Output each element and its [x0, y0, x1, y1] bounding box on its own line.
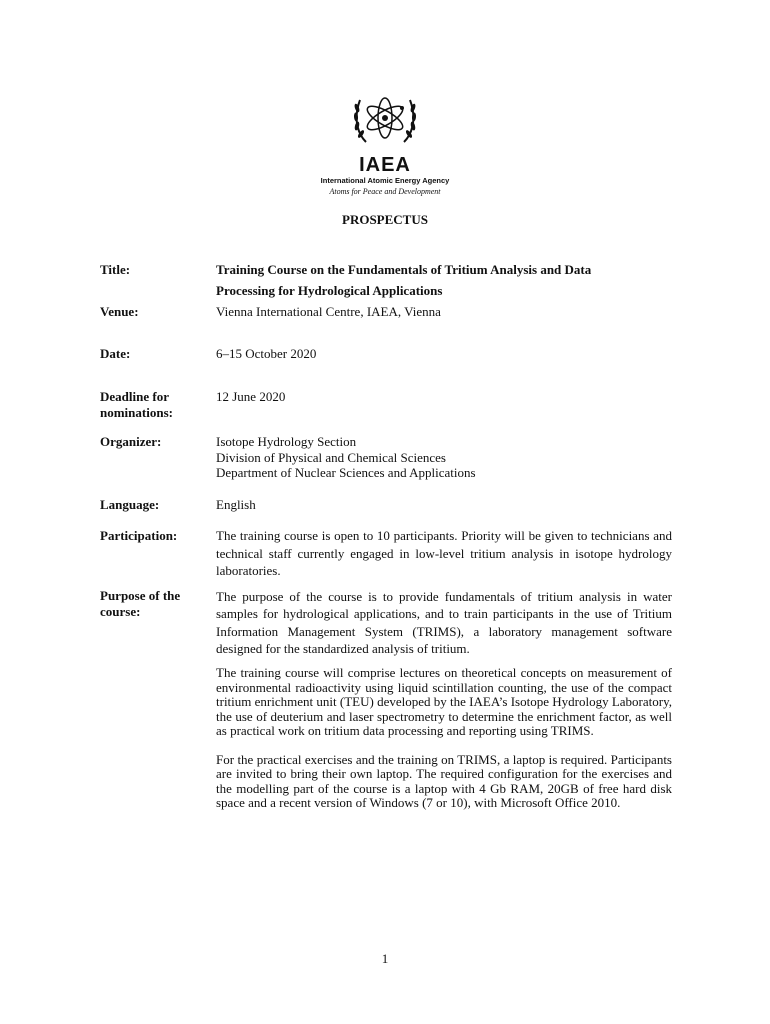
field-organizer-value — [216, 434, 672, 481]
organizer-line: Division of Physical and Chemical Sciences — [216, 449, 446, 465]
logo-acronym: IAEA — [359, 154, 411, 176]
document-title: PROSPECTUS — [342, 212, 428, 227]
field-deadline-label-line-2: nominations: — [100, 404, 173, 420]
field-date-label: Date: — [100, 346, 131, 361]
field-purpose-label — [100, 588, 205, 620]
field-deadline-label-line-1: Deadline for — [100, 389, 169, 404]
field-participation-label: Participation: — [100, 528, 178, 543]
field-title-value — [216, 262, 672, 298]
field-language-label: Language: — [100, 497, 160, 512]
page-number: 1 — [381, 951, 389, 966]
atom-emblem-icon — [352, 86, 418, 152]
field-purpose-label-line-2: course: — [100, 604, 141, 619]
iaea-logo — [300, 86, 470, 198]
course-title-line-2: Processing for Hydrological Applications — [216, 282, 443, 298]
organizer-line: Department of Nuclear Sciences and Applications — [216, 465, 476, 480]
course-title-line-1: Training Course on the Fundamentals of Tritium Analysis and Data — [216, 262, 592, 277]
purpose-paragraph: The purpose of the course is to provide fundamentals of tritium analysis in water samples for hydrological applications, and to train participants in the use of Tritium Information Management System (TRIMS), a laboratory management software designed for the standardized analysis of tritium. — [216, 589, 672, 656]
logo-tagline: Atoms for Peace and Development — [329, 187, 441, 196]
field-language-value: English — [216, 497, 256, 512]
purpose-paragraph: The training course will comprise lectures on theoretical concepts on measurement of environmental radioactivity using liquid scintillation counting, the use of the compact tritium enrichment unit (TEU) developed by the IAEA’s Isotope Hydrology Laboratory, the use of deuterium and laser spectrometry to determine the enrichment factor, as well as practical work on tritium data processing and reporting using TRIMS. — [216, 665, 672, 739]
purpose-paragraph: For the practical exercises and the training on TRIMS, a laptop is required. Participants are invited to bring their own laptop. The required configuration for the exercises and the modelling part of the course is a laptop with 4 Gb RAM, 20GB of free hard disk space and a recent version of Windows (7 or 10), with Microsoft Office 2010. — [216, 751, 672, 811]
field-venue-label: Venue: — [100, 304, 139, 319]
field-organizer-label: Organizer: — [100, 434, 162, 449]
organizer-line: Isotope Hydrology Section — [216, 434, 357, 449]
field-date-value: 6–15 October 2020 — [216, 346, 317, 361]
field-deadline-value: 12 June 2020 — [216, 389, 286, 404]
field-title-label: Title: — [100, 262, 131, 277]
field-purpose-value — [216, 588, 672, 811]
field-venue-value: Vienna International Centre, IAEA, Vienna — [216, 304, 441, 319]
field-purpose-label-line-1: Purpose of the — [100, 588, 181, 603]
field-participation-value: The training course is open to 10 participants. Priority will be given to technicians and technical staff currently engaged in low-level tritium analysis in isotope hydrology laboratories. — [216, 528, 672, 578]
field-deadline-label — [100, 389, 205, 420]
logo-agency-name: International Atomic Energy Agency — [320, 176, 450, 185]
